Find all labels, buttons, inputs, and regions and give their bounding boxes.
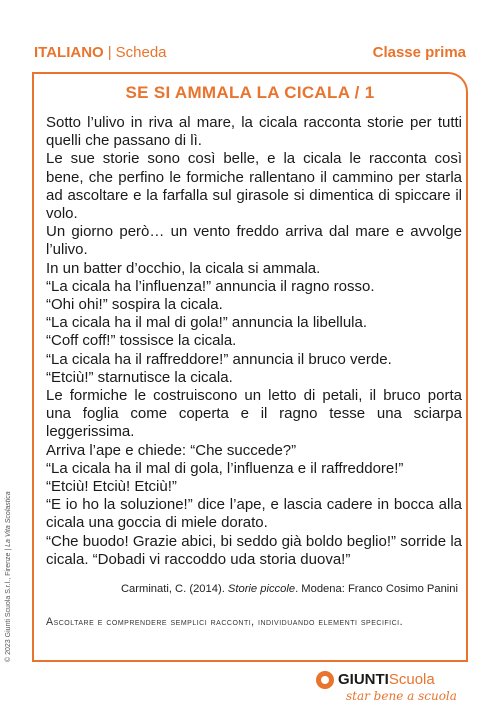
story-paragraph: In un batter d’occhio, la cicala si ammala. (46, 259, 321, 277)
subject-label: ITALIANO | Scheda (34, 44, 167, 61)
story-paragraph: “La cicala ha il mal di gola!” annuncia la libellula. (46, 314, 368, 332)
page-header (34, 44, 466, 64)
book-title: Storie piccole (227, 583, 296, 595)
story-paragraph: Arriva l’ape e chiede: “Che succede?” (46, 441, 297, 459)
story-paragraph: “La cicala ha il raffreddore!” annuncia il bruco verde. (46, 350, 392, 368)
logo-tagline: star bene a scuola (346, 689, 457, 703)
story-paragraph: “E io ho la soluzione!” dice l’ape, e lascia cadere in bocca alla cicala una goccia di miele dorato. (46, 496, 462, 532)
copyright-notice: © 2023 Giunti Scuola S.r.l., Firenze | La Vita Scolastica (5, 491, 12, 662)
class-label: Classe prima (372, 44, 466, 61)
source-citation: Carminati, C. (2014). Storie piccole. Modena: Franco Cosimo Panini (120, 583, 458, 595)
page-title: SE SI AMMALA LA CICALA / 1 (125, 83, 375, 102)
story-paragraph: “La cicala ha il mal di gola, l’influenza e il raffreddore!” (46, 459, 404, 477)
magazine-name: La Vita Scolastica (5, 491, 12, 547)
story-paragraph: “La cicala ha l’influenza!” annuncia il ragno rosso. (46, 277, 375, 295)
story-paragraph: Un giorno però… un vento freddo arriva dal mare e avvolge l’ulivo. (46, 223, 462, 259)
subject-name: ITALIANO (34, 44, 104, 61)
story-paragraph: “Etciù! Etciù! Etciù!” (46, 478, 177, 496)
story-paragraph: Sotto l’ulivo in riva al mare, la cicala racconta storie per tutti quelli che passano di lì. (46, 114, 462, 150)
logo-brand: GIUNTIScuola (338, 671, 435, 688)
story-paragraph: “Che buodo! Grazie abici, bi seddo già boldo beglio!” sorride la cicala. “Dobadi vi raccoddo uda storia duova!” (46, 532, 462, 568)
sheet-label: Scheda (115, 44, 167, 61)
story-text (46, 114, 462, 569)
story-paragraph: “Etciù!” starnutisce la cicala. (46, 368, 233, 386)
story-paragraph: Le sue storie sono così belle, e la cicala le racconta così bene, che perfino le formiche rallentano il cammino per starla ad ascoltare e la farfalla sul girasole si dimentica di spiccare il volo. (46, 150, 462, 223)
giunti-scuola-logo (316, 671, 466, 705)
story-paragraph: “Coff coff!” tossisce la cicala. (46, 332, 237, 350)
learning-objective: Ascoltare e comprendere semplici racconti, individuando elementi specifici. (46, 616, 404, 628)
story-paragraph: Le formiche le costruiscono un letto di petali, il bruco porta una foglia come coperta e il ragno tesse una sciarpa leggerissima. (46, 387, 462, 441)
story-paragraph: “Ohi ohi!” sospira la cicala. (46, 296, 223, 314)
logo-mark-icon (316, 671, 334, 689)
